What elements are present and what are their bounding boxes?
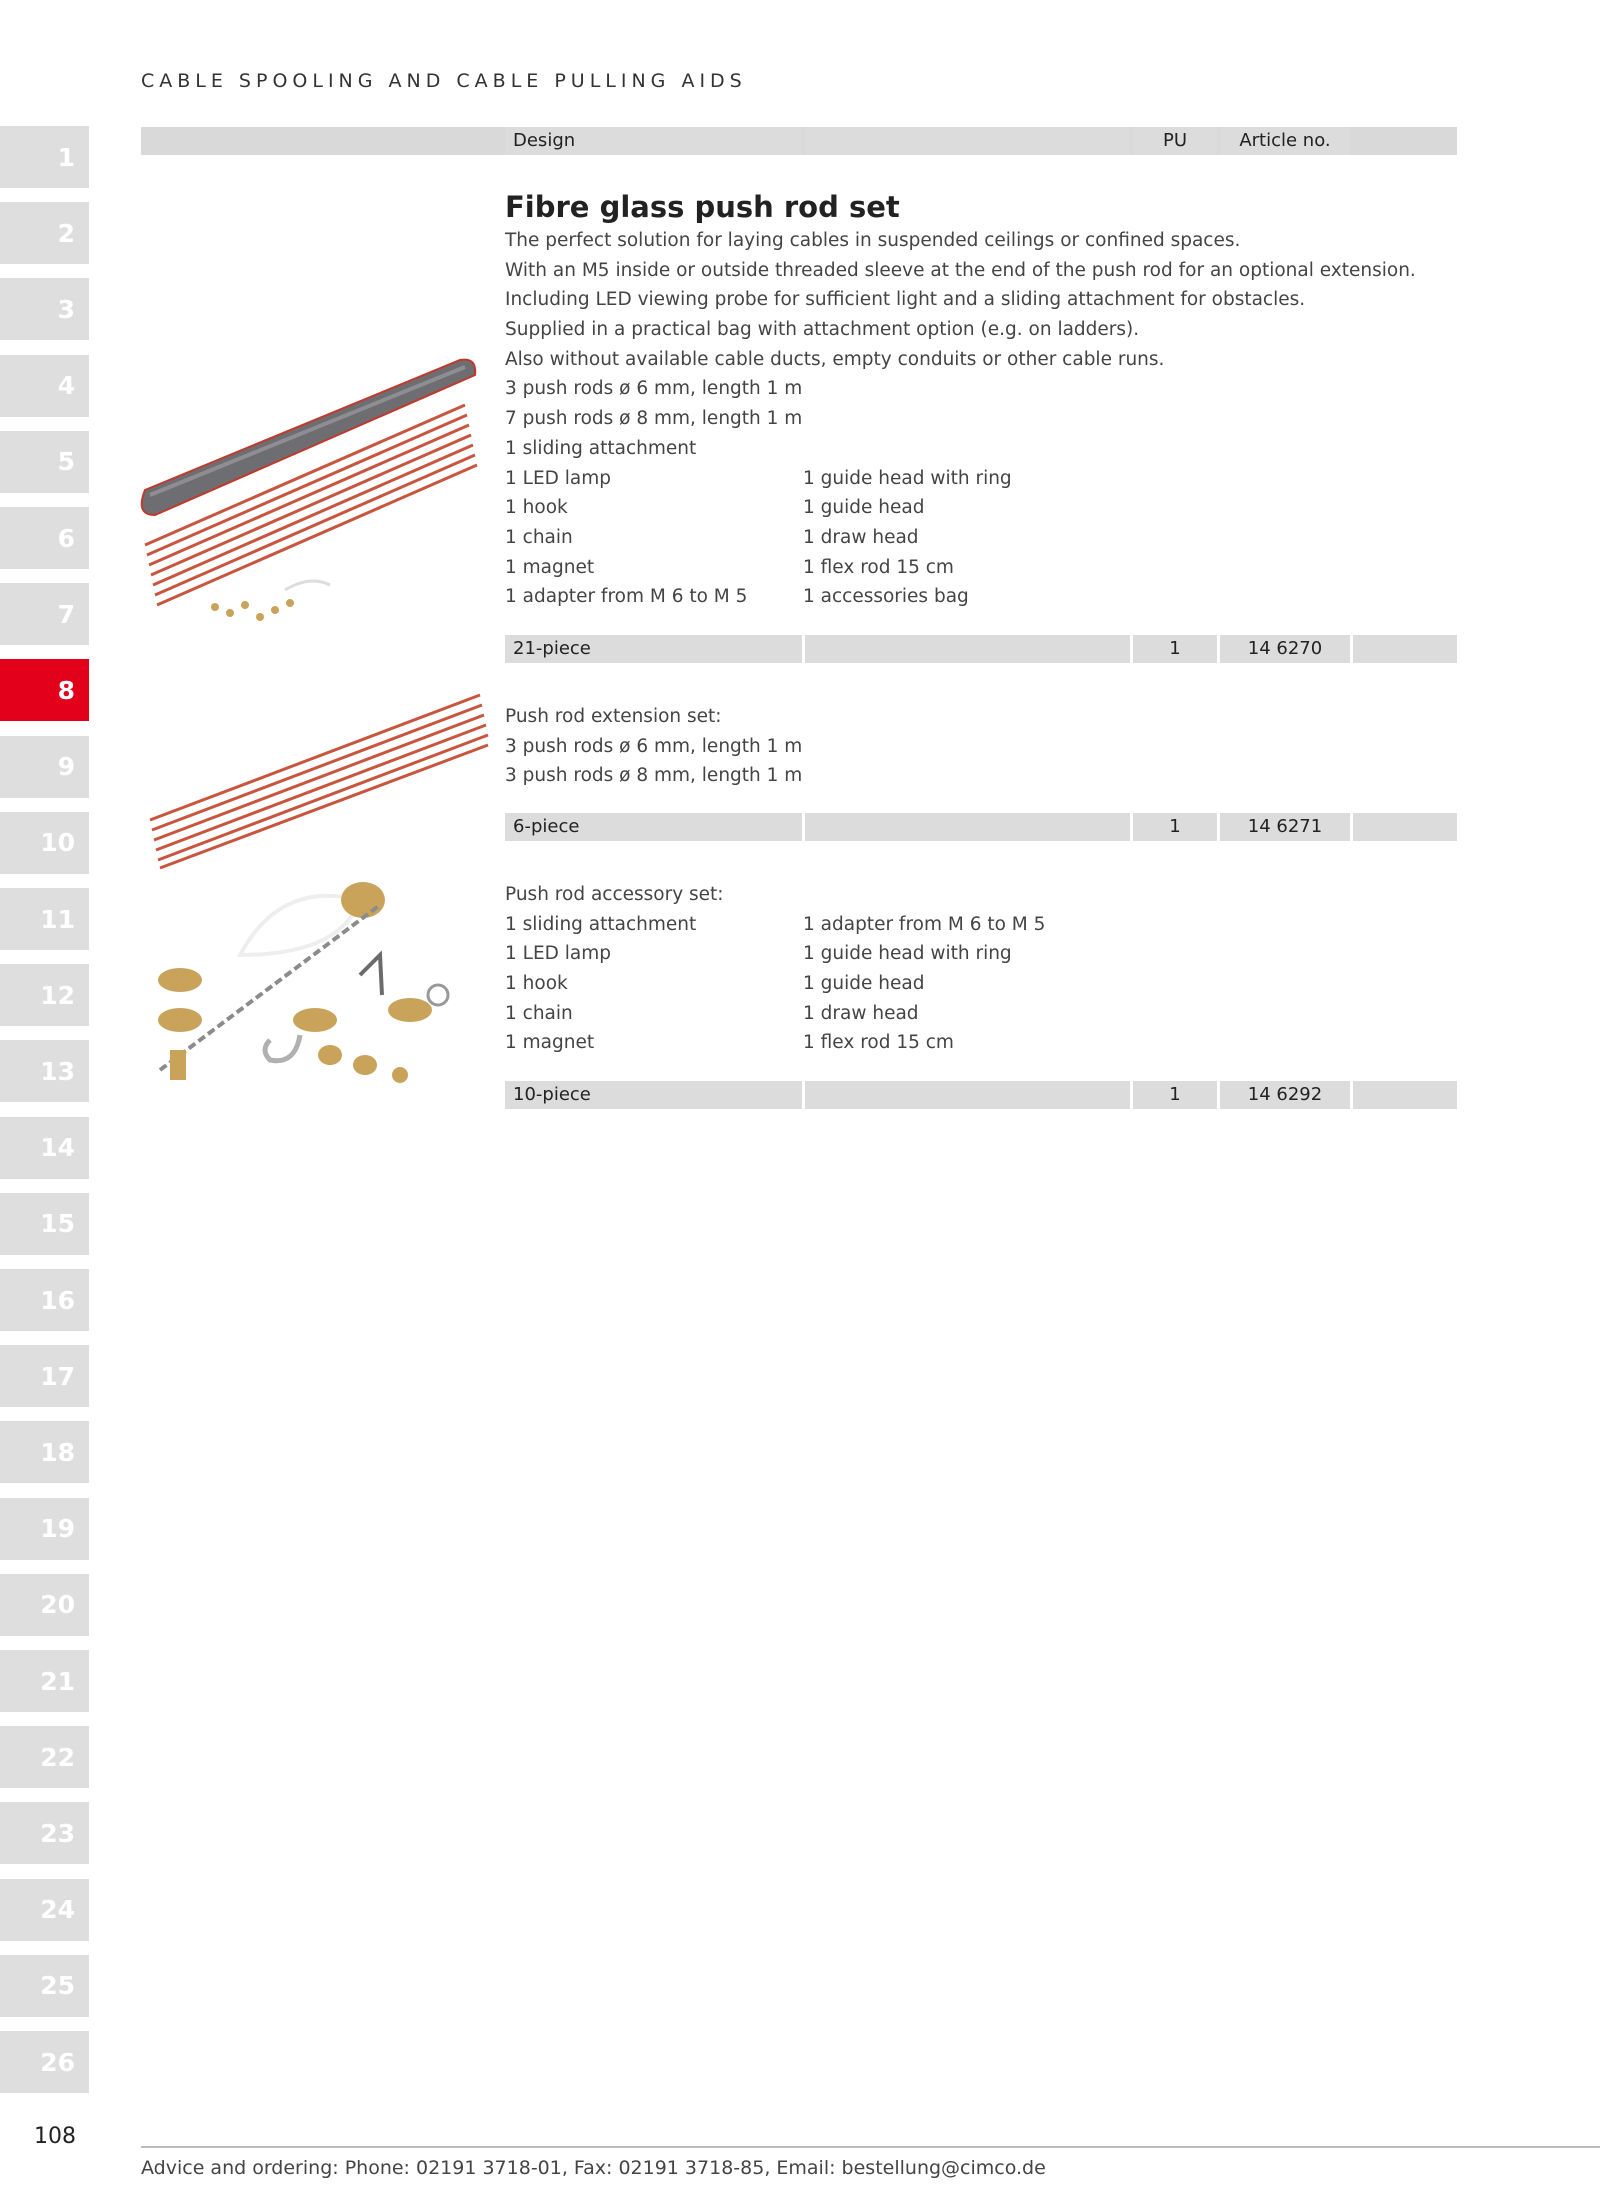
product-contents-right (803, 464, 1012, 612)
contents-item: 1 flex rod 15 cm (803, 1032, 954, 1054)
chapter-tab-24[interactable]: 24 (0, 1879, 89, 1941)
contents-item: 1 adapter from M 6 to M 5 (803, 913, 1046, 935)
row-design: 21-piece (505, 635, 802, 663)
chapter-tab-6[interactable]: 6 (0, 507, 89, 569)
contents-item: 1 hook (505, 497, 568, 519)
row-article-no: 14 6271 (1220, 813, 1350, 841)
description-line: The perfect solution for laying cables in suspended ceilings or confined spaces. (505, 230, 1241, 251)
contents-item: 1 sliding attachment (505, 913, 697, 935)
row-pu: 1 (1133, 1081, 1217, 1109)
page-number: 108 (34, 2124, 76, 2149)
push-rod-set-image (125, 355, 485, 635)
contents-item: 1 LED lamp (505, 467, 612, 489)
header-article-no: Article no. (1220, 127, 1350, 155)
accessory-contents-right (803, 910, 1045, 1058)
header-pu: PU (1133, 127, 1217, 155)
chapter-tab-21[interactable]: 21 (0, 1650, 89, 1712)
contents-item: 1 hook (505, 973, 568, 995)
row-article-no: 14 6292 (1220, 1081, 1350, 1109)
description-line: 1 sliding attachment (505, 437, 697, 459)
extension-rods-image (145, 690, 490, 870)
description-line: Also without available cable ducts, empty conduits or other cable runs. (505, 348, 1165, 370)
contents-item: 1 guide head with ring (803, 467, 1012, 489)
chapter-tab-26[interactable]: 26 (0, 2031, 89, 2093)
description-line: 7 push rods ø 8 mm, length 1 m (505, 408, 803, 430)
description-line: 3 push rods ø 6 mm, length 1 m (505, 378, 803, 400)
contents-item: 1 adapter from M 6 to M 5 (505, 586, 748, 608)
extension-line: Push rod extension set: (505, 706, 722, 727)
header-design: Design (505, 127, 802, 155)
chapter-tab-2[interactable]: 2 (0, 202, 89, 264)
header-blank (805, 127, 1130, 155)
chapter-tab-11[interactable]: 11 (0, 888, 89, 950)
contents-item: 1 guide head (803, 973, 925, 995)
contents-item: 1 flex rod 15 cm (803, 556, 954, 578)
chapter-tab-15[interactable]: 15 (0, 1193, 89, 1255)
row-design: 6-piece (505, 813, 802, 841)
contents-item: 1 chain (505, 1002, 573, 1024)
row-design: 10-piece (505, 1081, 802, 1109)
chapter-tab-18[interactable]: 18 (0, 1421, 89, 1483)
product-title: Fibre glass push rod set (505, 190, 900, 224)
contents-item: 1 chain (505, 526, 573, 548)
contents-item: 1 guide head with ring (803, 943, 1012, 965)
chapter-tab-25[interactable]: 25 (0, 1955, 89, 2017)
chapter-tab-5[interactable]: 5 (0, 431, 89, 493)
accessory-description (505, 880, 724, 1058)
contents-item: 1 accessories bag (803, 586, 969, 608)
chapter-tab-16[interactable]: 16 (0, 1269, 89, 1331)
row-blank (805, 635, 1130, 663)
contents-item: 1 magnet (505, 1032, 595, 1054)
chapter-tab-9[interactable]: 9 (0, 736, 89, 798)
chapter-tab-12[interactable]: 12 (0, 964, 89, 1026)
extension-line: 3 push rods ø 6 mm, length 1 m (505, 735, 803, 757)
chapter-tab-13[interactable]: 13 (0, 1040, 89, 1102)
row-blank (1353, 1081, 1457, 1109)
chapter-tab-20[interactable]: 20 (0, 1574, 89, 1636)
contents-item: 1 draw head (803, 526, 919, 548)
chapter-tab-22[interactable]: 22 (0, 1726, 89, 1788)
section-title: CABLE SPOOLING AND CABLE PULLING AIDS (141, 70, 747, 92)
extension-description (505, 702, 802, 791)
description-line: Including LED viewing probe for sufficient light and a sliding attachment for obstacles. (505, 289, 1306, 311)
row-blank (1353, 635, 1457, 663)
chapter-tab-10[interactable]: 10 (0, 812, 89, 874)
row-blank (805, 813, 1130, 841)
contents-item: 1 magnet (505, 556, 595, 578)
chapter-tab-14[interactable]: 14 (0, 1117, 89, 1179)
contents-item: 1 LED lamp (505, 943, 612, 965)
footer-contact: Advice and ordering: Phone: 02191 3718-01, Fax: 02191 3718-85, Email: bestellung@cimco.de (141, 2157, 1046, 2179)
row-blank (1353, 813, 1457, 841)
chapter-tab-8[interactable]: 8 (0, 659, 89, 721)
row-article-no: 14 6270 (1220, 635, 1350, 663)
chapter-tab-7[interactable]: 7 (0, 583, 89, 645)
row-pu: 1 (1133, 813, 1217, 841)
chapter-tab-3[interactable]: 3 (0, 278, 89, 340)
chapter-tab-1[interactable]: 1 (0, 126, 89, 188)
contents-item: 1 guide head (803, 497, 925, 519)
accessory-set-image (120, 860, 490, 1110)
row-blank (805, 1081, 1130, 1109)
accessory-intro: Push rod accessory set: (505, 884, 724, 905)
chapter-tab-4[interactable]: 4 (0, 355, 89, 417)
extension-line: 3 push rods ø 8 mm, length 1 m (505, 765, 803, 787)
footer-divider (141, 2146, 1600, 2148)
description-line: Supplied in a practical bag with attachment option (e.g. on ladders). (505, 319, 1140, 341)
row-pu: 1 (1133, 635, 1217, 663)
chapter-tab-23[interactable]: 23 (0, 1802, 89, 1864)
chapter-tab-19[interactable]: 19 (0, 1498, 89, 1560)
contents-item: 1 draw head (803, 1002, 919, 1024)
chapter-tab-17[interactable]: 17 (0, 1345, 89, 1407)
description-line: With an M5 inside or outside threaded sleeve at the end of the push rod for an optional extension. (505, 259, 1416, 281)
